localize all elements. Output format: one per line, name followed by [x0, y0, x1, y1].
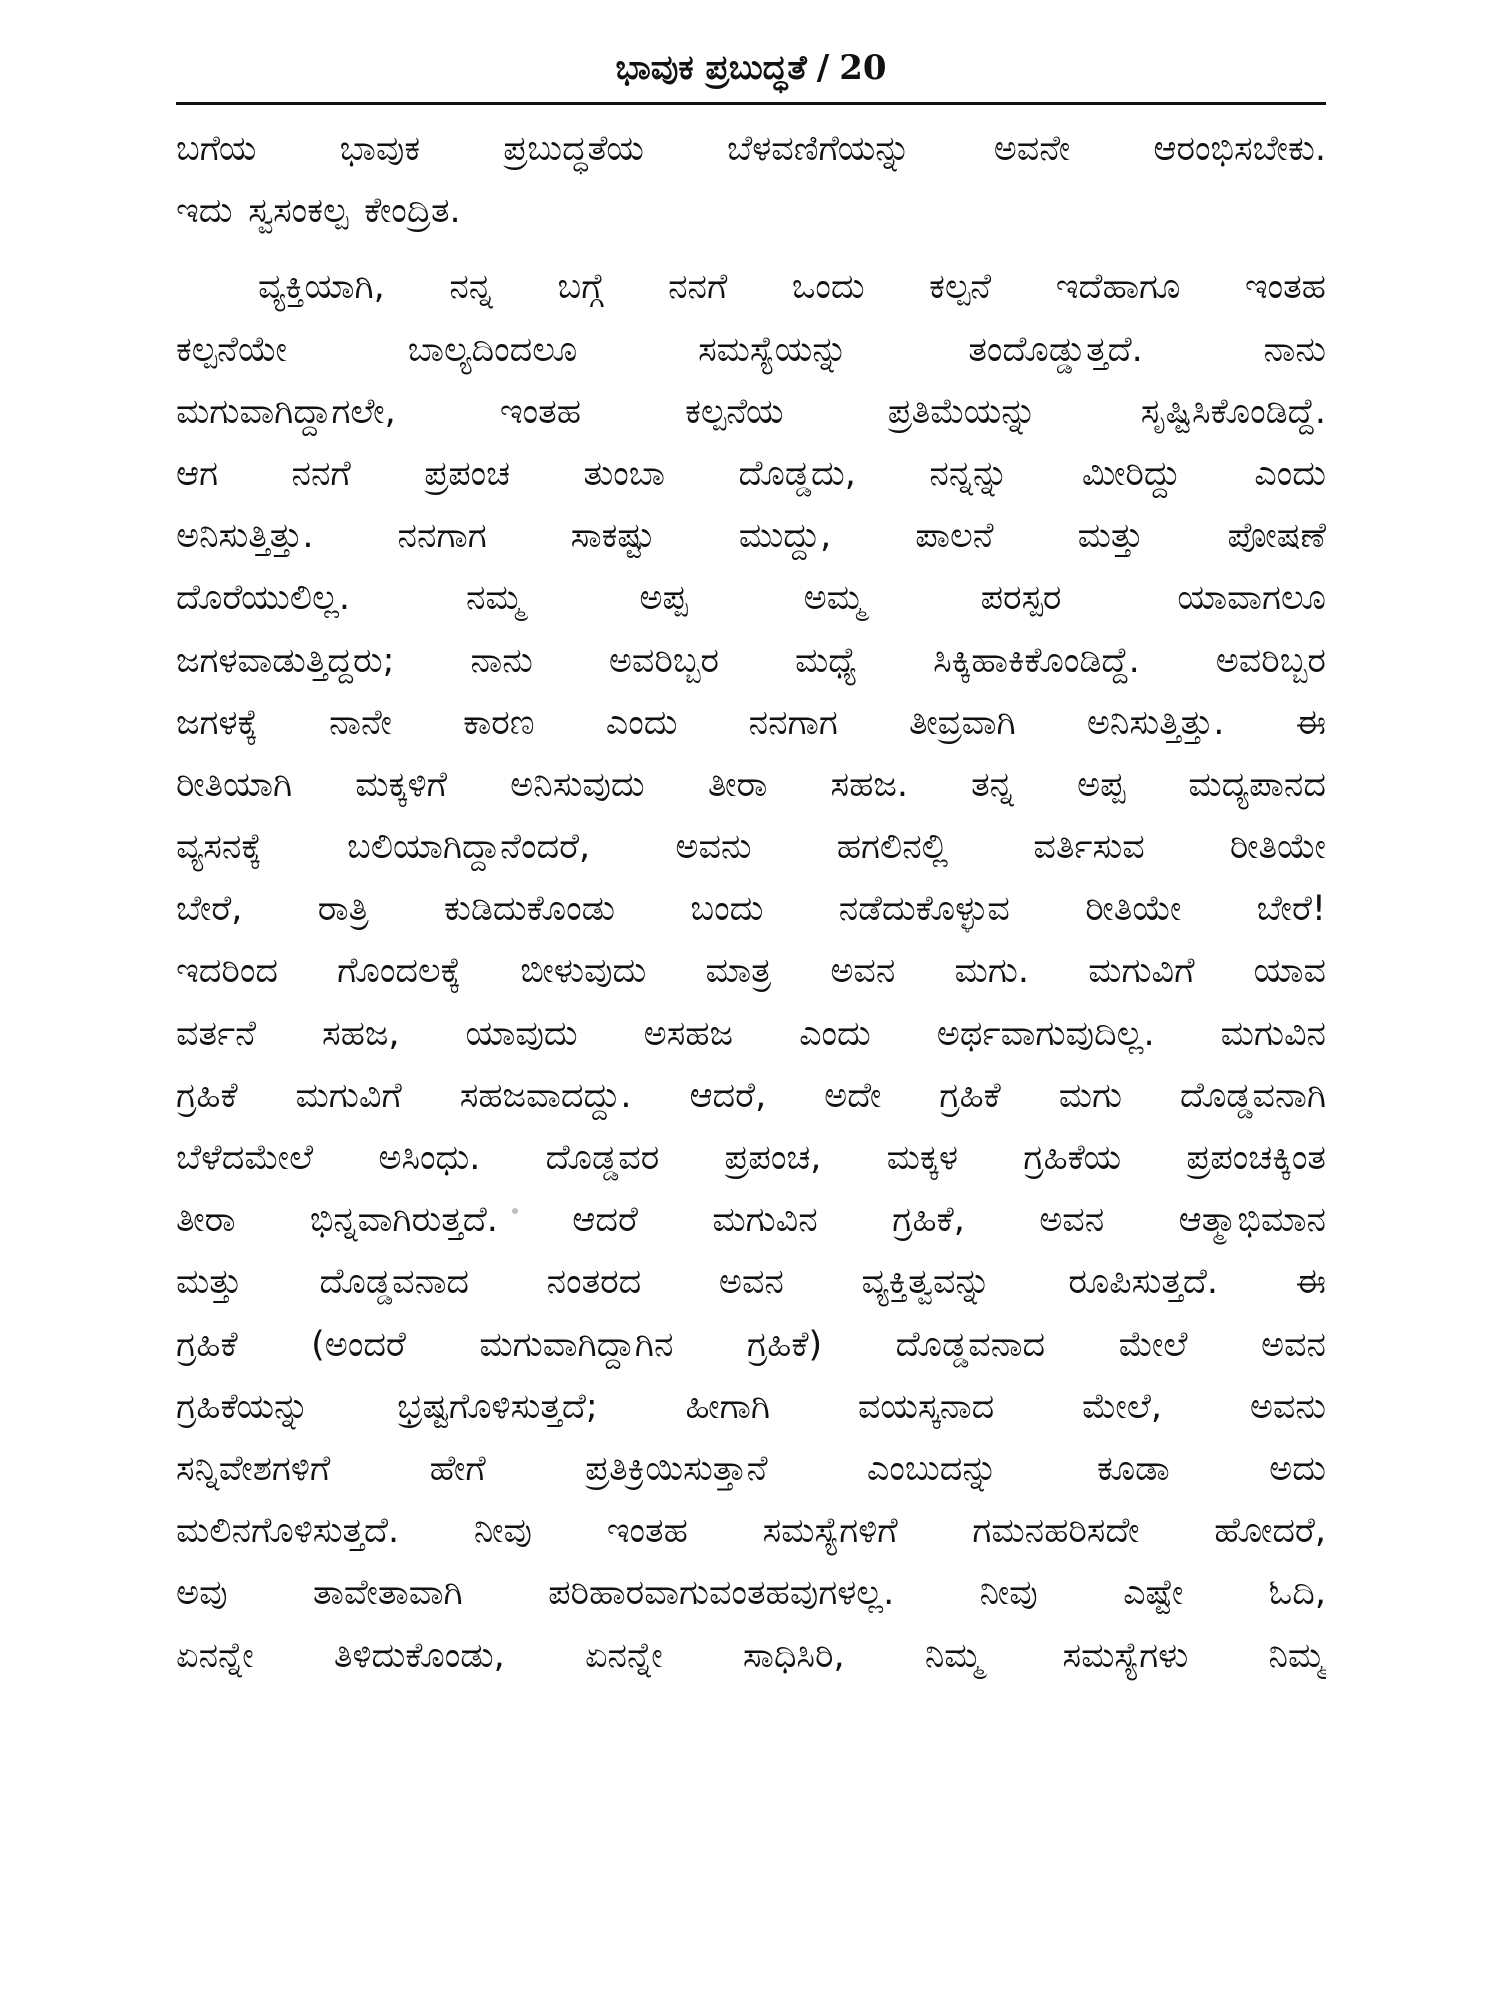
- word: ಪ್ರಪಂಚ,: [724, 1138, 822, 1178]
- word: ಬೇರೆ,: [176, 889, 243, 930]
- word: ಸೃಷ್ಟಿಸಿಕೊಂಡಿದ್ದೆ.: [1140, 391, 1326, 432]
- word: ಬೆಳೆದಮೇಲೆ: [176, 1138, 314, 1178]
- word: ಎಂದು: [1254, 453, 1326, 494]
- page-number: 20: [839, 48, 887, 88]
- word: ಗ್ರಹಿಕೆಯನ್ನು: [176, 1386, 310, 1427]
- word: ದೊರೆಯುಲಿಲ್ಲ.: [176, 578, 351, 619]
- word: ಸಮಸ್ಯೆಗಳು: [1062, 1635, 1189, 1676]
- word: ಮದ್ಯಪಾನದ: [1188, 764, 1326, 805]
- word: ಹೀಗಾಗಿ: [685, 1386, 771, 1427]
- word: ಭ್ರಷ್ಟಗೊಳಿಸುತ್ತದೆ;: [397, 1386, 598, 1427]
- word: ಗಮನಹರಿಸದೇ: [972, 1511, 1140, 1552]
- word: ಅವನ: [1039, 1200, 1105, 1241]
- word: ತಂದೊಡ್ಡುತ್ತದೆ.: [968, 329, 1143, 370]
- text-line: [176, 816, 1326, 878]
- word: ತಾವೇತಾವಾಗಿ: [312, 1573, 463, 1614]
- word: ಪ್ರಪಂಚ: [424, 453, 511, 494]
- word: ನಾನು: [470, 640, 533, 681]
- word: ಅವನ: [1260, 1324, 1326, 1365]
- text-line: [176, 319, 1326, 381]
- word: ದೊಡ್ಡವರ: [545, 1138, 660, 1178]
- word: ಜಗಳಕ್ಕೆ: [176, 702, 258, 743]
- word: ಭಾವುಕ: [339, 129, 421, 169]
- word: ರಾತ್ರಿ: [317, 889, 369, 930]
- word: ನಿಮ್ಮ: [924, 1635, 983, 1676]
- word: ದೊಡ್ಡದು,: [738, 453, 856, 494]
- word: ಈ: [1295, 1262, 1326, 1303]
- word: ಕೂಡಾ: [1097, 1448, 1170, 1489]
- word: ಕಲ್ಪನೆ: [929, 267, 992, 308]
- word: ಪ್ರಬುದ್ಧತೆಯ: [503, 129, 644, 169]
- text-line: [176, 1251, 1326, 1313]
- word: ವಯಸ್ಕನಾದ: [857, 1386, 995, 1427]
- header-title: ಭಾವುಕ ಪ್ರಬುದ್ಧತೆ: [615, 48, 807, 88]
- word: ವರ್ತಿಸುವ: [1033, 827, 1145, 868]
- word: ನೀವು: [473, 1511, 532, 1552]
- word: ನನಗಾಗ: [397, 516, 487, 557]
- word: ಭಿನ್ನವಾಗಿರುತ್ತದೆ.: [309, 1200, 498, 1241]
- word: ಮಕ್ಕಳ: [886, 1138, 958, 1178]
- word: ಸಮಸ್ಯೆಯನ್ನು: [698, 329, 848, 370]
- word: ಅವನು: [675, 827, 752, 868]
- text-line: [176, 1065, 1326, 1127]
- word: ರೀತಿಯಾಗಿ: [176, 764, 293, 805]
- word: ಕಲ್ಪನೆಯ: [685, 391, 784, 432]
- word: ಸನ್ನಿವೇಶಗಳಿಗೆ: [176, 1448, 331, 1489]
- word: ಪ್ರತಿಮೆಯನ್ನು: [887, 391, 1037, 432]
- word: ಒಂದು: [791, 267, 865, 308]
- word: ನಂತರದ: [546, 1262, 642, 1303]
- word: ಪರಸ್ಪರ: [980, 578, 1062, 619]
- word: ತಿಳಿದುಕೊಂಡು,: [333, 1635, 505, 1676]
- word: ಪಾಲನೆ: [915, 516, 994, 557]
- text-line: [176, 692, 1326, 754]
- word: ತುಂಬಾ: [583, 453, 665, 494]
- word: ಈ: [1295, 702, 1326, 743]
- word: ವ್ಯಸನಕ್ಕೆ: [176, 827, 262, 868]
- word: ಮತ್ತು: [1077, 516, 1144, 557]
- header-rule: [176, 102, 1326, 105]
- text-line: [176, 118, 1326, 180]
- word: ನೀವು: [979, 1573, 1038, 1614]
- word: ಆದರೆ: [572, 1200, 638, 1241]
- word: ಸಾಧಿಸಿರಿ,: [742, 1635, 845, 1676]
- word: ಇದರಿಂದ: [176, 951, 278, 992]
- word: ಅವರಿಬ್ಬರ: [1215, 640, 1326, 681]
- word: ಮಗು: [1058, 1075, 1123, 1116]
- word: ಮುದ್ದು,: [738, 516, 832, 557]
- text-line: [176, 180, 1326, 242]
- word: ಗ್ರಹಿಕೆ): [746, 1324, 823, 1365]
- word: ಎಂದು: [799, 1013, 871, 1054]
- word: ನನ್ನ: [449, 267, 493, 308]
- text-line: [176, 1438, 1326, 1500]
- text-line: [176, 443, 1326, 505]
- word: ಬೆಳವಣಿಗೆಯನ್ನು: [726, 129, 911, 169]
- word: ಪ್ರಪಂಚಕ್ಕಿಂತ: [1186, 1138, 1326, 1178]
- word: ಪ್ರತಿಕ್ರಿಯಿಸುತ್ತಾನೆ: [585, 1448, 768, 1489]
- word: ಸ್ವಸಂಕಲ್ಪ: [248, 191, 349, 232]
- word: ಕೇಂದ್ರಿತ.: [364, 191, 461, 232]
- word: ಆರಂಭಿಸಬೇಕು.: [1153, 129, 1326, 169]
- word: ತೀರಾ: [176, 1200, 236, 1241]
- text-line: [176, 1376, 1326, 1438]
- word: ಮಧ್ಯೆ: [795, 640, 858, 681]
- word: ಮಕ್ಕಳಿಗೆ: [355, 764, 448, 805]
- text-line: [176, 1189, 1326, 1251]
- word: ವರ್ತನೆ: [176, 1013, 257, 1054]
- word: ಅರ್ಥವಾಗುವುದಿಲ್ಲ.: [936, 1013, 1155, 1054]
- print-speck: [512, 1208, 518, 1214]
- word: ದೊಡ್ಡವನಾದ: [895, 1324, 1046, 1365]
- word: ಬಾಲ್ಯದಿಂದಲೂ: [407, 329, 578, 370]
- word: ತೀರಾ: [707, 764, 768, 805]
- word: ವ್ಯಕ್ತಿತ್ವವನ್ನು: [861, 1262, 991, 1303]
- word: ಎಂಬುದನ್ನು: [866, 1448, 998, 1489]
- word: ಗ್ರಹಿಕೆಯ: [1023, 1138, 1122, 1178]
- word: ಗ್ರಹಿಕೆ: [939, 1075, 1001, 1116]
- word: ಇದು: [176, 191, 233, 232]
- word: ಮೇಲೆ,: [1082, 1386, 1162, 1427]
- word: ಆತ್ಮಾಭಿಮಾನ: [1178, 1200, 1326, 1241]
- word: ಆಗ: [176, 453, 219, 494]
- word: ಗ್ರಹಿಕೆ,: [892, 1200, 965, 1241]
- word: ರೀತಿಯೇ: [1229, 827, 1326, 868]
- text-line: [176, 940, 1326, 1002]
- word: ಅಸಹಜ: [643, 1013, 734, 1054]
- word: ಮಗುವಿಗೆ: [1088, 951, 1195, 992]
- paragraph-gap: [176, 242, 1326, 256]
- word: ಅದೇ: [824, 1075, 882, 1116]
- word: ಅವನೇ: [993, 129, 1071, 169]
- word: ತೀವ್ರವಾಗಿ: [909, 702, 1016, 743]
- word: ಅವು: [176, 1573, 228, 1614]
- word: (ಅಂದರೆ: [311, 1324, 406, 1365]
- header-separator: /: [816, 48, 830, 88]
- word: ಏನನ್ನೇ: [176, 1635, 254, 1676]
- text-line: [176, 1562, 1326, 1624]
- word: ಮೀರಿದ್ದು: [1081, 453, 1181, 494]
- word: ಯಾವ: [1253, 951, 1326, 992]
- text-line: [176, 1314, 1326, 1376]
- word: ಅದು: [1269, 1448, 1326, 1489]
- word: ರೂಪಿಸುತ್ತದೆ.: [1068, 1262, 1218, 1303]
- word: ಇದೆಹಾಗೂ: [1055, 267, 1181, 308]
- word: ಗ್ರಹಿಕೆ: [176, 1324, 238, 1365]
- word: ಅನಿಸುತ್ತಿತ್ತು.: [1086, 702, 1225, 743]
- word: ಕುಡಿದುಕೊಂಡು: [443, 889, 616, 930]
- word: ಬಗ್ಗೆ: [557, 267, 604, 308]
- word: ನಿಮ್ಮ: [1268, 1635, 1326, 1676]
- word: ಬಲಿಯಾಗಿದ್ದಾನೆಂದರೆ,: [347, 827, 591, 868]
- word: ಅಪ್ಪ: [1077, 764, 1126, 805]
- word: ಸಿಕ್ಕಿಹಾಕಿಕೊಂಡಿದ್ದೆ.: [933, 640, 1140, 681]
- word: ಬಂದು: [690, 889, 764, 930]
- word: ನಾನೇ: [329, 702, 392, 743]
- word: ಮತ್ತು: [176, 1262, 242, 1303]
- body-text: [176, 118, 1326, 1687]
- word: ಅವನು: [1249, 1386, 1326, 1427]
- word: ಗ್ರಹಿಕೆ: [176, 1075, 238, 1116]
- word: ಸಮಸ್ಯೆಗಳಿಗೆ: [762, 1511, 898, 1552]
- word: ಇಂತಹ: [1244, 267, 1326, 308]
- word: ಅಮ್ಮ: [803, 578, 865, 619]
- word: ಎಷ್ಟೇ: [1123, 1573, 1184, 1614]
- word: ಮೇಲೆ: [1118, 1324, 1188, 1365]
- word: ರೀತಿಯೇ: [1085, 889, 1182, 930]
- text-line: [176, 754, 1326, 816]
- word: ಹಗಲಿನಲ್ಲಿ: [836, 827, 949, 868]
- word: ಅವನ: [718, 1262, 784, 1303]
- word: ಮಗುವಿನ: [1220, 1013, 1326, 1054]
- word: ಅಸಿಂಧು.: [378, 1138, 481, 1178]
- word: ಮಗುವಾಗಿದ್ದಾಗಿನ: [479, 1324, 674, 1365]
- word: ಮಲಿನಗೊಳಿಸುತ್ತದೆ.: [176, 1511, 400, 1552]
- word: ವ್ಯಕ್ತಿಯಾಗಿ,: [258, 267, 385, 308]
- word: ನನಗಾಗ: [748, 702, 838, 743]
- word: ಮಗುವಾಗಿದ್ದಾಗಲೇ,: [176, 391, 396, 432]
- word: ನನ್ನನ್ನು: [929, 453, 1009, 494]
- text-line: [176, 256, 1326, 318]
- text-line: [176, 381, 1326, 443]
- word: ಯಾವುದು: [465, 1013, 578, 1054]
- word: ಗೊಂದಲಕ್ಕೆ: [337, 951, 462, 992]
- text-line: [176, 630, 1326, 692]
- word: ದೊಡ್ಡವನಾದ: [319, 1262, 470, 1303]
- word: ಸಾಕಷ್ಟು: [570, 516, 655, 557]
- word: ಬೇರೆ!: [1256, 889, 1326, 930]
- word: ನಮ್ಮ: [465, 578, 524, 619]
- word: ಪೋಷಣೆ: [1227, 516, 1326, 557]
- running-header: [176, 36, 1326, 100]
- word: ದೊಡ್ಡವನಾಗಿ: [1179, 1075, 1326, 1116]
- word: ಸಹಜವಾದದ್ದು.: [459, 1075, 632, 1116]
- word: ಆದರೆ,: [689, 1075, 767, 1116]
- text-line: [176, 1127, 1326, 1189]
- word: ಸಹಜ.: [830, 764, 908, 805]
- word: ಮಗುವಿನ: [712, 1200, 818, 1241]
- text-line: [176, 1500, 1326, 1562]
- text-line: [176, 505, 1326, 567]
- word: ಸಹಜ,: [322, 1013, 400, 1054]
- word: ಅವರಿಬ್ಬರ: [608, 640, 720, 681]
- word: ಪರಿಹಾರವಾಗುವಂತಹವುಗಳಲ್ಲ.: [548, 1573, 895, 1614]
- word: ಕಲ್ಪನೆಯೇ: [176, 329, 287, 370]
- word: ಬೀಳುವುದು: [520, 951, 647, 992]
- word: ಕಾರಣ: [463, 702, 535, 743]
- word: ಏನನ್ನೇ: [584, 1635, 663, 1676]
- word: ಇಂತಹ: [606, 1511, 688, 1552]
- word: ಅಪ್ಪ: [639, 578, 688, 619]
- word: ಅನಿಸುವುದು: [510, 764, 645, 805]
- word: ಮಗು.: [954, 951, 1030, 992]
- text-line: [176, 1625, 1326, 1687]
- word: ನನಗೆ: [291, 453, 351, 494]
- word: ತನ್ನ: [971, 764, 1014, 805]
- word: ನನಗೆ: [668, 267, 728, 308]
- word: ಮಗುವಿಗೆ: [295, 1075, 402, 1116]
- word: ಬಗೆಯ: [176, 129, 257, 169]
- word: ನಡೆದುಕೊಳ್ಳುವ: [838, 889, 1010, 930]
- word: ಯಾವಾಗಲೂ: [1177, 578, 1326, 619]
- text-line: [176, 878, 1326, 940]
- word: ಜಗಳವಾಡುತ್ತಿದ್ದರು;: [176, 640, 395, 681]
- word: ಓದಿ,: [1268, 1573, 1326, 1614]
- word: ಮಾತ್ರ: [705, 951, 772, 992]
- word: ಹೋದರೆ,: [1214, 1511, 1326, 1552]
- word: ಅನಿಸುತ್ತಿತ್ತು.: [176, 516, 314, 557]
- text-line: [176, 1003, 1326, 1065]
- word: ಹೇಗೆ: [429, 1448, 486, 1489]
- word: ನಾನು: [1263, 329, 1326, 370]
- text-line: [176, 567, 1326, 629]
- word: ಇಂತಹ: [499, 391, 581, 432]
- word: ಎಂದು: [605, 702, 678, 743]
- word: ಅವನ: [830, 951, 896, 992]
